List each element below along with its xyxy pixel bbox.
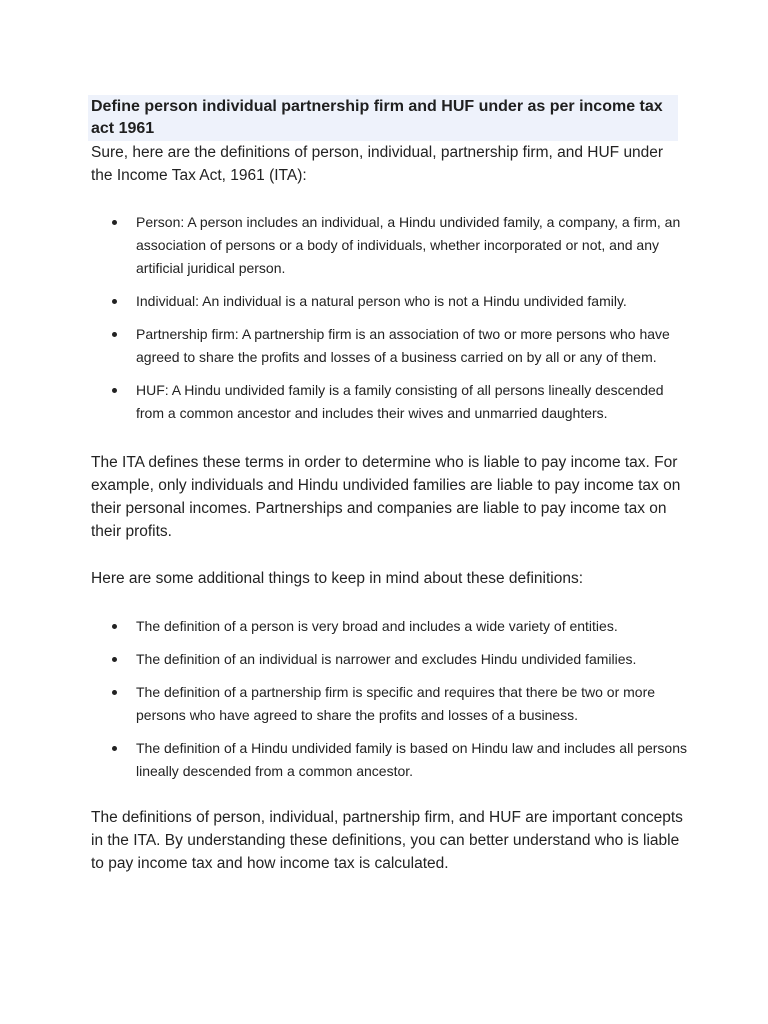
list-item — [91, 615, 687, 638]
intro-paragraph: Sure, here are the definitions of person, individual, partnership firm, and HUF under the Income Tax Act, 1961 (ITA): — [91, 144, 664, 184]
question-heading: Define person individual partnership firm and HUF under as per income tax act 1961 — [88, 95, 678, 141]
list-item-text: The definition of a Hindu undivided family is based on Hindu law and includes all persons lineally descended from a common ancestor. — [136, 740, 687, 779]
bullet-icon — [112, 388, 117, 393]
list-item-text: The definition of an individual is narrower and excludes Hindu undivided families. — [136, 651, 637, 667]
bullet-icon — [112, 657, 117, 662]
bullet-icon — [112, 690, 117, 695]
bullet-icon — [112, 746, 117, 751]
bullet-icon — [112, 624, 117, 629]
list-item — [91, 290, 687, 313]
list-item-text: HUF: A Hindu undivided family is a family consisting of all persons lineally descended from a common ancestor and includes their wives and unmarried daughters. — [136, 382, 664, 421]
additional-points-list — [91, 615, 687, 793]
list-item — [91, 211, 687, 280]
list-item-text: The definition of a partnership firm is specific and requires that there be two or more persons who have agreed to share the profits and losses of a business. — [136, 684, 656, 723]
list-item-text: Individual: An individual is a natural person who is not a Hindu undivided family. — [136, 293, 627, 309]
definitions-list — [91, 211, 687, 435]
bullet-icon — [112, 332, 117, 337]
additional-intro-paragraph: Here are some additional things to keep in mind about these definitions: — [91, 570, 583, 587]
purpose-paragraph: The ITA defines these terms in order to determine who is liable to pay income tax. For example, only individuals and Hindu undivided families are liable to pay income tax on their personal incomes. Partnerships and companies are liable to pay income tax on their profits. — [91, 454, 681, 540]
list-item — [91, 379, 687, 425]
list-item — [91, 681, 687, 727]
list-item-text: The definition of a person is very broad and includes a wide variety of entities. — [136, 618, 618, 634]
list-item — [91, 737, 687, 783]
bullet-icon — [112, 220, 117, 225]
list-item-text: Person: A person includes an individual, a Hindu undivided family, a company, a firm, an association of persons or a body of individuals, whether incorporated or not, and any artificial juridical person. — [136, 214, 681, 276]
conclusion-paragraph: The definitions of person, individual, partnership firm, and HUF are important concepts in the ITA. By understanding these definitions, you can better understand who is liable to pay income tax and how income tax is calculated. — [91, 809, 683, 872]
bullet-icon — [112, 299, 117, 304]
list-item — [91, 323, 687, 369]
list-item-text: Partnership firm: A partnership firm is an association of two or more persons who have agreed to share the profits and losses of a business carried on by all or any of them. — [136, 326, 670, 365]
list-item — [91, 648, 687, 671]
